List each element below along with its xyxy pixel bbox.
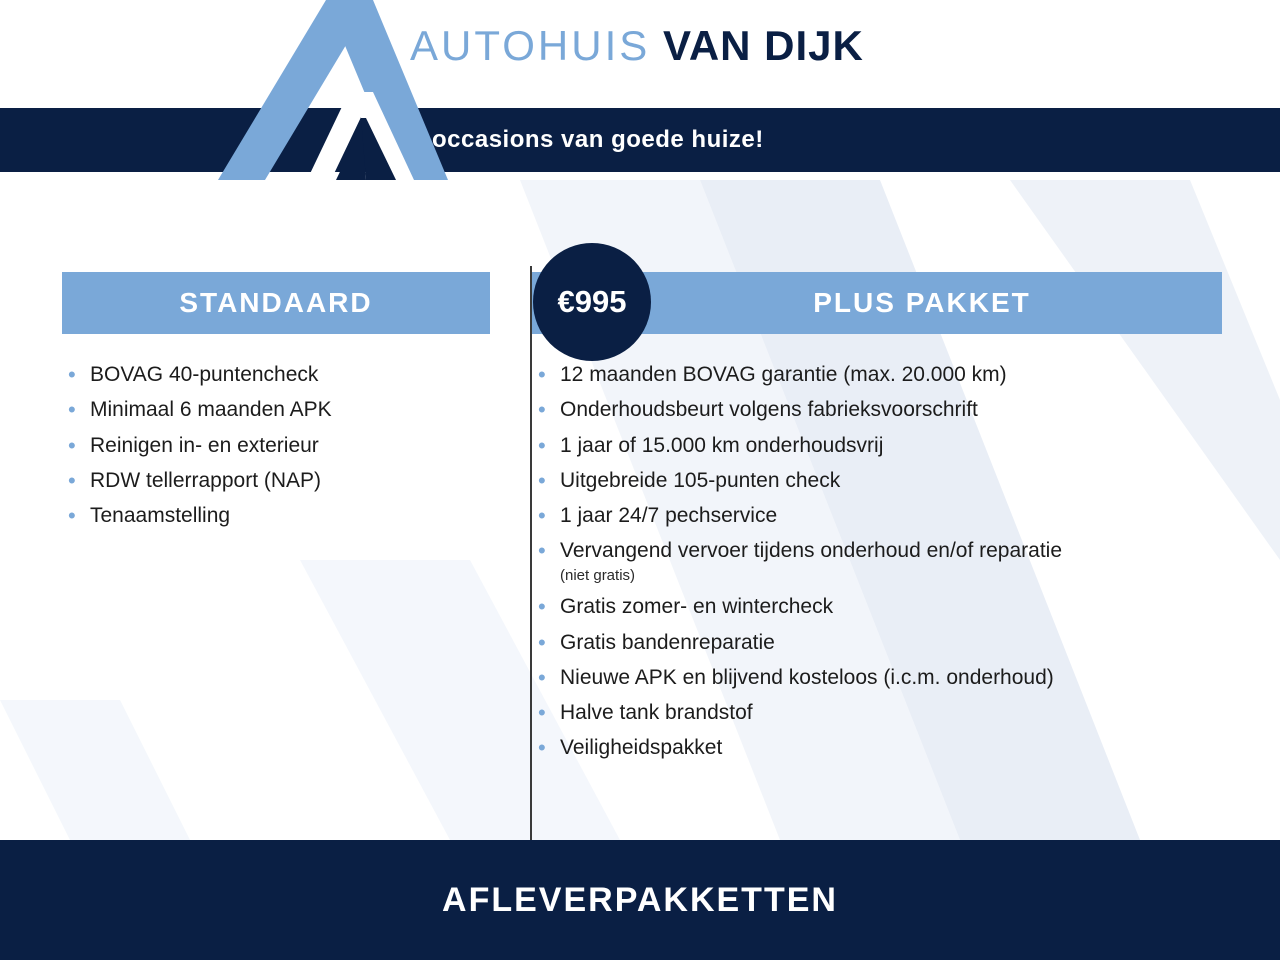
- footer: [0, 840, 1280, 960]
- feature-text: Gratis bandenreparatie: [560, 630, 775, 654]
- list-item: [532, 538, 1222, 585]
- standard-package-column: [62, 272, 490, 538]
- list-item: [62, 503, 490, 529]
- list-item: [62, 433, 490, 459]
- feature-text: Tenaamstelling: [90, 504, 231, 527]
- header: [0, 0, 1280, 180]
- list-item: [532, 665, 1222, 691]
- feature-text: Vervangend vervoer tijdens onderhoud en/of reparatie: [560, 539, 1063, 563]
- feature-text: Reinigen in- en exterieur: [90, 433, 319, 457]
- plus-package-column: [532, 272, 1222, 771]
- price-badge: €995: [533, 243, 651, 361]
- standard-feature-list: [62, 362, 490, 529]
- feature-text: Veiligheidspakket: [560, 736, 723, 760]
- brand-title-bold: VAN DIJK: [662, 22, 864, 69]
- feature-text: Onderhoudsbeurt volgens fabrieksvoorschrift: [560, 398, 978, 422]
- feature-text: Minimaal 6 maanden APK: [90, 398, 332, 422]
- list-item: [532, 594, 1222, 620]
- plus-feature-list: [532, 362, 1222, 762]
- standard-package-title: STANDAARD: [62, 272, 490, 334]
- list-item: [532, 735, 1222, 761]
- list-item: [62, 468, 490, 494]
- feature-text: 12 maanden BOVAG garantie (max. 20.000 km): [560, 363, 1007, 386]
- list-item: [532, 700, 1222, 726]
- feature-text: BOVAG 40-puntencheck: [90, 363, 319, 386]
- feature-text: Uitgebreide 105-punten check: [560, 468, 841, 492]
- feature-text: 1 jaar of 15.000 km onderhoudsvrij: [560, 433, 884, 457]
- list-item: [532, 362, 1222, 388]
- packages-section: [0, 180, 1280, 840]
- feature-text: Gratis zomer- en wintercheck: [560, 595, 834, 619]
- feature-text: RDW tellerrapport (NAP): [90, 468, 322, 492]
- brand-title: [410, 22, 864, 70]
- list-item: [532, 433, 1222, 459]
- feature-text: 1 jaar 24/7 pechservice: [560, 504, 778, 527]
- plus-package-title: PLUS PAKKET: [532, 272, 1222, 334]
- feature-text: Halve tank brandstof: [560, 701, 753, 724]
- list-item: [62, 397, 490, 423]
- list-item: [62, 362, 490, 388]
- list-item: [532, 397, 1222, 423]
- tagline: occasions van goede huize!: [432, 126, 764, 153]
- feature-subtext: (niet gratis): [560, 566, 636, 584]
- brand-title-light: AUTOHUIS: [410, 22, 651, 69]
- list-item: [532, 468, 1222, 494]
- list-item: [532, 630, 1222, 656]
- footer-title: AFLEVERPAKKETTEN: [442, 880, 838, 919]
- list-item: [532, 503, 1222, 529]
- feature-text: Nieuwe APK en blijvend kosteloos (i.c.m. onderhoud): [560, 665, 1054, 689]
